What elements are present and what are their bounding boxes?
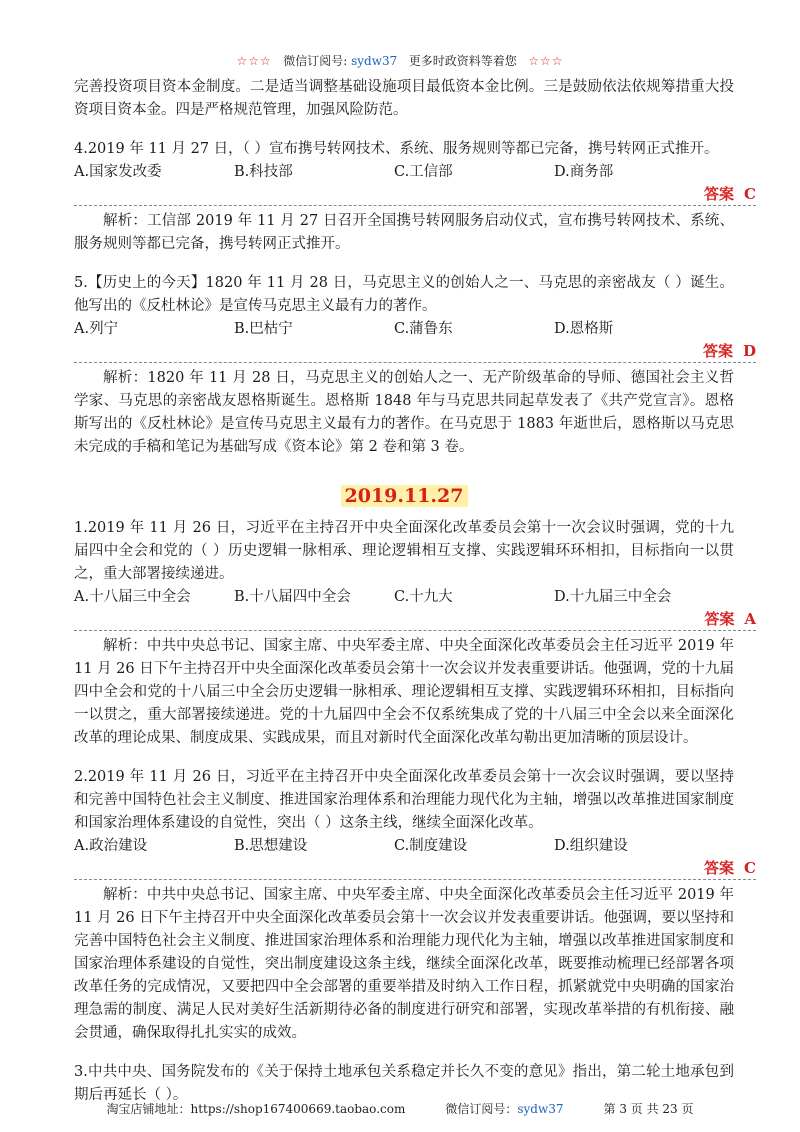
answer-label: 答案 [704, 610, 735, 628]
stars-left-icon: ☆☆☆ [236, 54, 272, 68]
question-stem: 5.【历史上的今天】1820 年 11 月 28 日，马克思主义的创始人之一、马克思的亲密战友（ ）诞生。他写出的《反杜林论》是宣传马克思主义最有力的著作。 [74, 275, 734, 314]
question-options [74, 586, 734, 608]
question-stem: 3.中共中央、国务院发布的《关于保持土地承包关系稳定并长久不变的意见》指出，第二轮土地承包到期后再延长（ ）。 [74, 1064, 734, 1103]
answer-value: C [744, 185, 756, 203]
question-stem: 4.2019 年 11 月 27 日，（ ）宣布携号转网技术、系统、服务规则等都已完备，携号转网正式推开。 [74, 141, 719, 157]
question-options [74, 835, 734, 857]
question-2 [74, 766, 756, 1045]
date-heading [74, 485, 734, 507]
option-b: B.十八届四中全会 [234, 589, 351, 605]
option-c: C.工信部 [394, 164, 453, 180]
question-4 [74, 138, 756, 256]
question-5 [74, 272, 756, 459]
option-c: C.蒲鲁东 [394, 321, 453, 337]
answer-bar [74, 857, 756, 880]
answer-bar [74, 340, 756, 363]
option-d: D.商务部 [554, 164, 614, 180]
stars-right-icon: ☆☆☆ [528, 54, 564, 68]
option-b: B.思想建设 [234, 838, 308, 854]
question-stem: 2.2019 年 11 月 26 日，习近平在主持召开中央全面深化改革委员会第十一次会议时强调，要以坚持和完善中国特色社会主义制度、推进国家治理体系和治理能力现代化为主轴，增强以改革推进国家制度和国家治理体系建设的自觉性，突出（ ）这条主线，继续全面深化改革。 [74, 769, 734, 831]
option-c: C.制度建设 [394, 838, 468, 854]
footer-shop [106, 1100, 405, 1117]
analysis-text: 解析：中共中央总书记、国家主席、中央军委主席、中央全面深化改革委员会主任习近平 2019 年 11 月 26 日下午主持召开中央全面深化改革委员会第十一次会议并发表重要讲话。他强调，要以坚持和完善中国特色社会主义制度、推进国家治理体系和治理能力现代化为主轴，增强以改革推进国家制度和国家治理体系建设的自觉性，突出制度建设这条主线，继续全面深化改革，既要推动梳理已经部署各项改革任务的完成情况，又要把四中全会部署的重要举措及时纳入工作日程，抓紧就党中央明确的国家治理急需的制度、满足人民对美好生活新期待必备的制度进行研究和部署，实现改革举措的有机衔接、融会贯通，确保取得扎扎实实的成效。 [74, 887, 734, 1041]
answer-label: 答案 [704, 185, 735, 203]
page-footer [0, 1100, 800, 1117]
question-1 [74, 517, 756, 750]
footer-shop-url[interactable]: https://shop167400669.taobao.com [190, 1102, 406, 1116]
page-header [0, 52, 800, 69]
option-a: A.十八届三中全会 [74, 589, 191, 605]
answer-bar [74, 183, 756, 206]
intro-text: 完善投资项目资本金制度。二是适当调整基础设施项目最低资本金比例。三是鼓励依法依规筹措重大投资项目资本金。四是严格规范管理，加强风险防范。 [74, 79, 734, 118]
answer-value: A [744, 610, 756, 628]
header-slogan: 更多时政资料等着您 [408, 54, 517, 68]
answer-bar [74, 608, 756, 631]
question-options [74, 318, 734, 340]
footer-wx-account: sydw37 [517, 1102, 564, 1116]
answer-value: C [744, 859, 756, 877]
option-d: D.十九届三中全会 [554, 589, 672, 605]
footer-shop-label: 淘宝店铺地址： [106, 1102, 191, 1116]
footer-wx [445, 1100, 563, 1117]
analysis-text: 解析：1820 年 11 月 28 日，马克思主义的创始人之一、无产阶级革命的导师、德国社会主义哲学家、马克思的亲密战友恩格斯诞生。恩格斯 1848 年与马克思共同起草发表了《共产党宣言》。恩格斯写出的《反杜林论》是宣传马克思主义最有力的著作。在马克思于 1883 年逝世后，恩格斯以马克思未完成的手稿和笔记为基础写成《资本论》第 2 卷和第 3 卷。 [74, 370, 734, 455]
option-c: C.十九大 [394, 589, 453, 605]
date-heading-text: 2019.11.27 [341, 485, 468, 507]
analysis-text: 解析：工信部 2019 年 11 月 27 日召开全国携号转网服务启动仪式，宣布携号转网技术、系统、服务规则等都已完备，携号转网正式推开。 [74, 213, 734, 252]
footer-page-info: 第 3 页 共 23 页 [603, 1102, 694, 1116]
question-options [74, 161, 734, 183]
answer-value: D [742, 342, 756, 360]
header-account: sydw37 [351, 54, 398, 68]
option-a: A.国家发改委 [74, 164, 162, 180]
answer-label: 答案 [702, 342, 733, 360]
option-b: B.科技部 [234, 164, 293, 180]
option-d: D.恩格斯 [554, 321, 614, 337]
document-body [74, 76, 756, 1107]
option-b: B.巴枯宁 [234, 321, 293, 337]
footer-wx-label: 微信订阅号： [445, 1102, 518, 1116]
answer-label: 答案 [704, 859, 735, 877]
option-d: D.组织建设 [554, 838, 628, 854]
question-stem: 1.2019 年 11 月 26 日，习近平在主持召开中央全面深化改革委员会第十一次会议时强调，党的十九届四中全会和党的（ ）历史逻辑一脉相承、理论逻辑相互支撑、实践逻辑环环相扣，目标指向一以贯之，重大部署接续递进。 [74, 520, 734, 582]
option-a: A.列宁 [74, 321, 119, 337]
analysis-text: 解析：中共中央总书记、国家主席、中央军委主席、中央全面深化改革委员会主任习近平 2019 年 11 月 26 日下午主持召开中央全面深化改革委员会第十一次会议并发表重要讲话。他强调，党的十九届四中全会和党的十八届三中全会历史逻辑一脉相承、理论逻辑相互支撑、实践逻辑环环相扣，目标指向一以贯之，重大部署接续递进。党的十九届四中全会不仅系统集成了党的十八届三中全会以来全面深化改革的理论成果、制度成果、实践成果，而且对新时代全面深化改革勾勒出更加清晰的顶层设计。 [74, 638, 734, 746]
option-a: A.政治建设 [74, 838, 148, 854]
header-label: 微信订阅号: [283, 54, 348, 68]
